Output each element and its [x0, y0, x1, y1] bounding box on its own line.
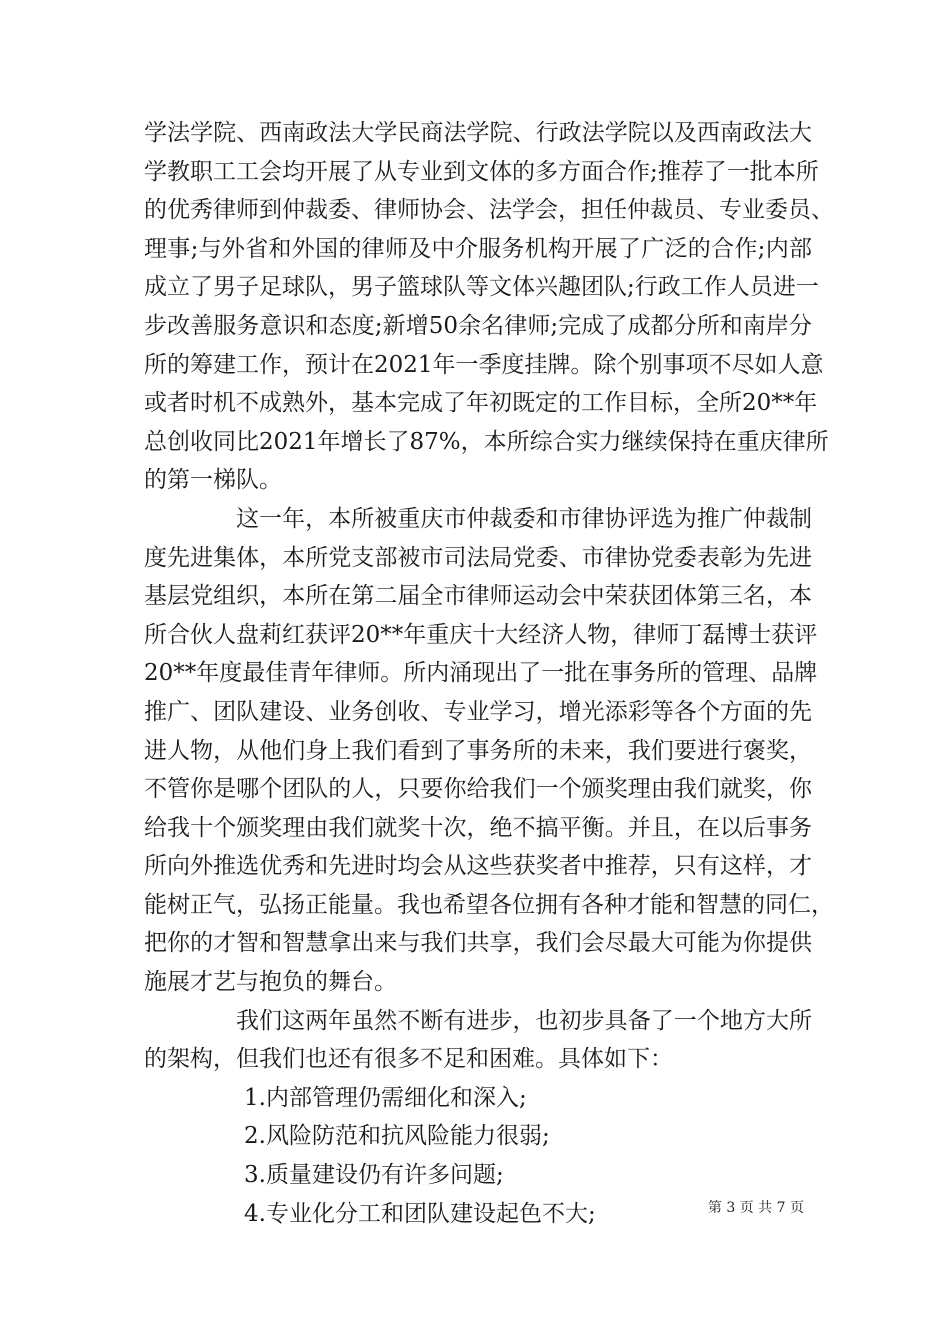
text-line: 学法学院、西南政法大学民商法学院、行政法学院以及西南政法大 — [144, 120, 812, 146]
list-item: 3.质量建设仍有许多问题; — [244, 1162, 504, 1189]
text-line: 基层党组织，本所在第二届全市律师运动会中荣获团体第三名，本 — [144, 583, 812, 610]
text-line: 的架构，但我们也还有很多不足和困难。具体如下： — [144, 1046, 673, 1073]
text-line: 推广、团队建设、业务创收、专业学习，增光添彩等各个方面的先 — [144, 698, 812, 725]
paragraph-shortcomings — [144, 1002, 812, 1079]
text-line: 施展才艺与抱负的舞台。 — [144, 969, 397, 996]
text-line: 所的筹建工作，预计在2021年一季度挂牌。除个别事项不尽如人意 — [144, 351, 824, 378]
text-line: 给我十个颁奖理由我们就奖十次，绝不搞平衡。并且，在以后事务 — [144, 814, 812, 841]
text-line: 进人物，从他们身上我们看到了事务所的未来，我们要进行褒奖， — [144, 737, 812, 764]
text-line: 度先进集体，本所党支部被市司法局党委、市律协党委表彰为先进 — [144, 544, 812, 571]
text-line: 我们这两年虽然不断有进步，也初步具备了一个地方大所 — [236, 1007, 812, 1034]
paragraph-awards — [144, 500, 834, 1002]
text-line: 把你的才智和智慧拿出来与我们共享，我们会尽最大可能为你提供 — [144, 930, 812, 957]
text-line: 所向外推选优秀和先进时均会从这些获奖者中推荐，只有这样，才 — [144, 853, 812, 880]
text-line: 理事;与外省和外国的律师及中介服务机构开展了广泛的合作;内部 — [144, 235, 812, 262]
paragraph-cooperation — [144, 114, 834, 500]
text-line: 所合伙人盘莉红获评20**年重庆十大经济人物，律师丁磊博士获评 — [144, 621, 818, 648]
page-number-footer: 第 3 页 共 7 页 — [707, 1200, 804, 1216]
text-line: 成立了男子足球队，男子篮球队等文体兴趣团队;行政工作人员进一 — [144, 274, 819, 301]
text-line: 能树正气，弘扬正能量。我也希望各位拥有各种才能和智慧的同仁， — [144, 891, 834, 918]
text-line: 学教职工工会均开展了从专业到文体的多方面合作;推荐了一批本所 — [144, 158, 819, 185]
text-line: 不管你是哪个团队的人，只要你给我们一个颁奖理由我们就奖，你 — [144, 776, 812, 803]
list-item: 2.风险防范和抗风险能力很弱; — [244, 1123, 550, 1150]
list-item: 1.内部管理仍需细化和深入; — [244, 1084, 527, 1111]
text-line: 的优秀律师到仲裁委、律师协会、法学会，担任仲裁员、专业委员、 — [144, 197, 834, 224]
text-line: 这一年，本所被重庆市仲裁委和市律协评选为推广仲裁制 — [236, 505, 812, 532]
text-line: 步改善服务意识和态度;新增50余名律师;完成了成都分所和南岸分 — [144, 312, 812, 339]
text-line: 总创收同比2021年增长了87%，本所综合实力继续保持在重庆律所 — [144, 428, 829, 455]
text-line: 的第一梯队。 — [144, 467, 282, 494]
text-line: 或者时机不成熟外，基本完成了年初既定的工作目标，全所20**年 — [144, 390, 818, 417]
text-line: 20**年度最佳青年律师。所内涌现出了一批在事务所的管理、品牌 — [144, 660, 818, 687]
list-item: 4.专业化分工和团队建设起色不大; — [244, 1200, 596, 1227]
document-body — [144, 114, 834, 1233]
